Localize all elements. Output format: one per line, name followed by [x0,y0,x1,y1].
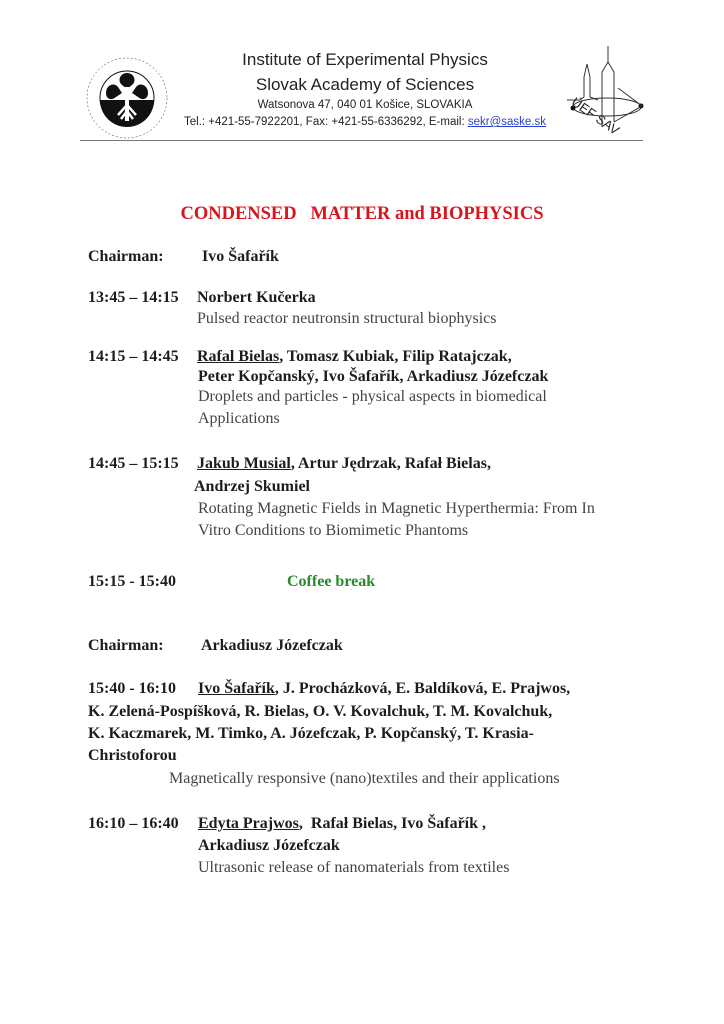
coffee-break-label: Coffee break [287,573,376,590]
contact-text: Tel.: +421-55-7922201, Fax: +421-55-6336292, E-mail: [184,116,468,128]
chairman-name: Arkadiusz Józefczak [201,637,343,654]
talk-authors [197,455,491,473]
talk-time: 15:40 - 16:10 [88,680,176,697]
presenter-name: Edyta Prajwos [198,815,299,832]
header-divider [80,140,643,141]
contact-line [180,116,550,128]
talk-title-cont: Vitro Conditions to Biomimetic Phantoms [198,522,469,539]
academy-name: Slovak Academy of Sciences [255,75,475,94]
presenter-name: Ivo Šafařík [198,680,275,697]
talk-title: Rotating Magnetic Fields in Magnetic Hyperthermia: From In [198,500,595,517]
coauthors-line: Andrzej Skumiel [194,478,310,495]
session-title: CONDENSED MATTER and BIOPHYSICS [180,204,544,224]
talk-title: Pulsed reactor neutronsin structural biophysics [197,310,497,327]
coauthors-line: Arkadiusz Józefczak [198,837,340,854]
break-time: 15:15 - 15:40 [88,573,176,590]
coauthors: , Rafał Bielas, Ivo Šafařík , [298,815,487,832]
presenter-name: Rafal Bielas [197,348,280,365]
talk-time: 16:10 – 16:40 [88,815,179,832]
coauthors-line: K. Zelená-Pospíšková, R. Bielas, O. V. Kovalchuk, T. M. Kovalchuk, [88,703,553,720]
coauthors-line: K. Kaczmarek, M. Timko, A. Józefczak, P. Kopčanský, T. Krasia- [88,725,534,742]
chairman-name: Ivo Šafařík [202,248,279,265]
address: Watsonova 47, 040 01 Košice, SLOVAKIA [257,99,473,111]
uef-sav-logo [562,42,648,134]
talk-title: Ultrasonic release of nanomaterials from textiles [198,859,510,876]
academy-seal-logo [84,55,170,141]
talk-presenter: Norbert Kučerka [197,289,316,306]
talk-authors [198,815,486,833]
coauthors-line: Christoforou [88,747,177,764]
coauthors: , J. Procházková, E. Baldíková, E. Prajwos, [274,680,571,697]
talk-authors [197,348,512,366]
email-link[interactable]: sekr@saske.sk [467,116,546,128]
talk-title: Magnetically responsive (nano)textiles and their applications [169,770,560,787]
institute-name: Institute of Experimental Physics [242,50,488,69]
talk-time: 14:15 – 14:45 [88,348,179,365]
chairman-label: Chairman: [88,637,164,654]
talk-time: 14:45 – 15:15 [88,455,179,472]
presenter-name: Jakub Musial [197,455,291,472]
coauthors-line: Peter Kopčanský, Ivo Šafařík, Arkadiusz Józefczak [198,368,549,385]
coauthors: , Artur Jędrzak, Rafał Bielas, [290,455,491,472]
talk-title: Droplets and particles - physical aspects in biomedical [198,388,547,405]
talk-authors [198,680,570,698]
uef-sav-text: ÚEF SAV [568,94,623,134]
talk-time: 13:45 – 14:15 [88,289,179,306]
talk-title-cont: Applications [198,410,280,427]
coauthors: , Tomasz Kubiak, Filip Ratajczak, [279,348,512,365]
chairman-label: Chairman: [88,248,164,265]
